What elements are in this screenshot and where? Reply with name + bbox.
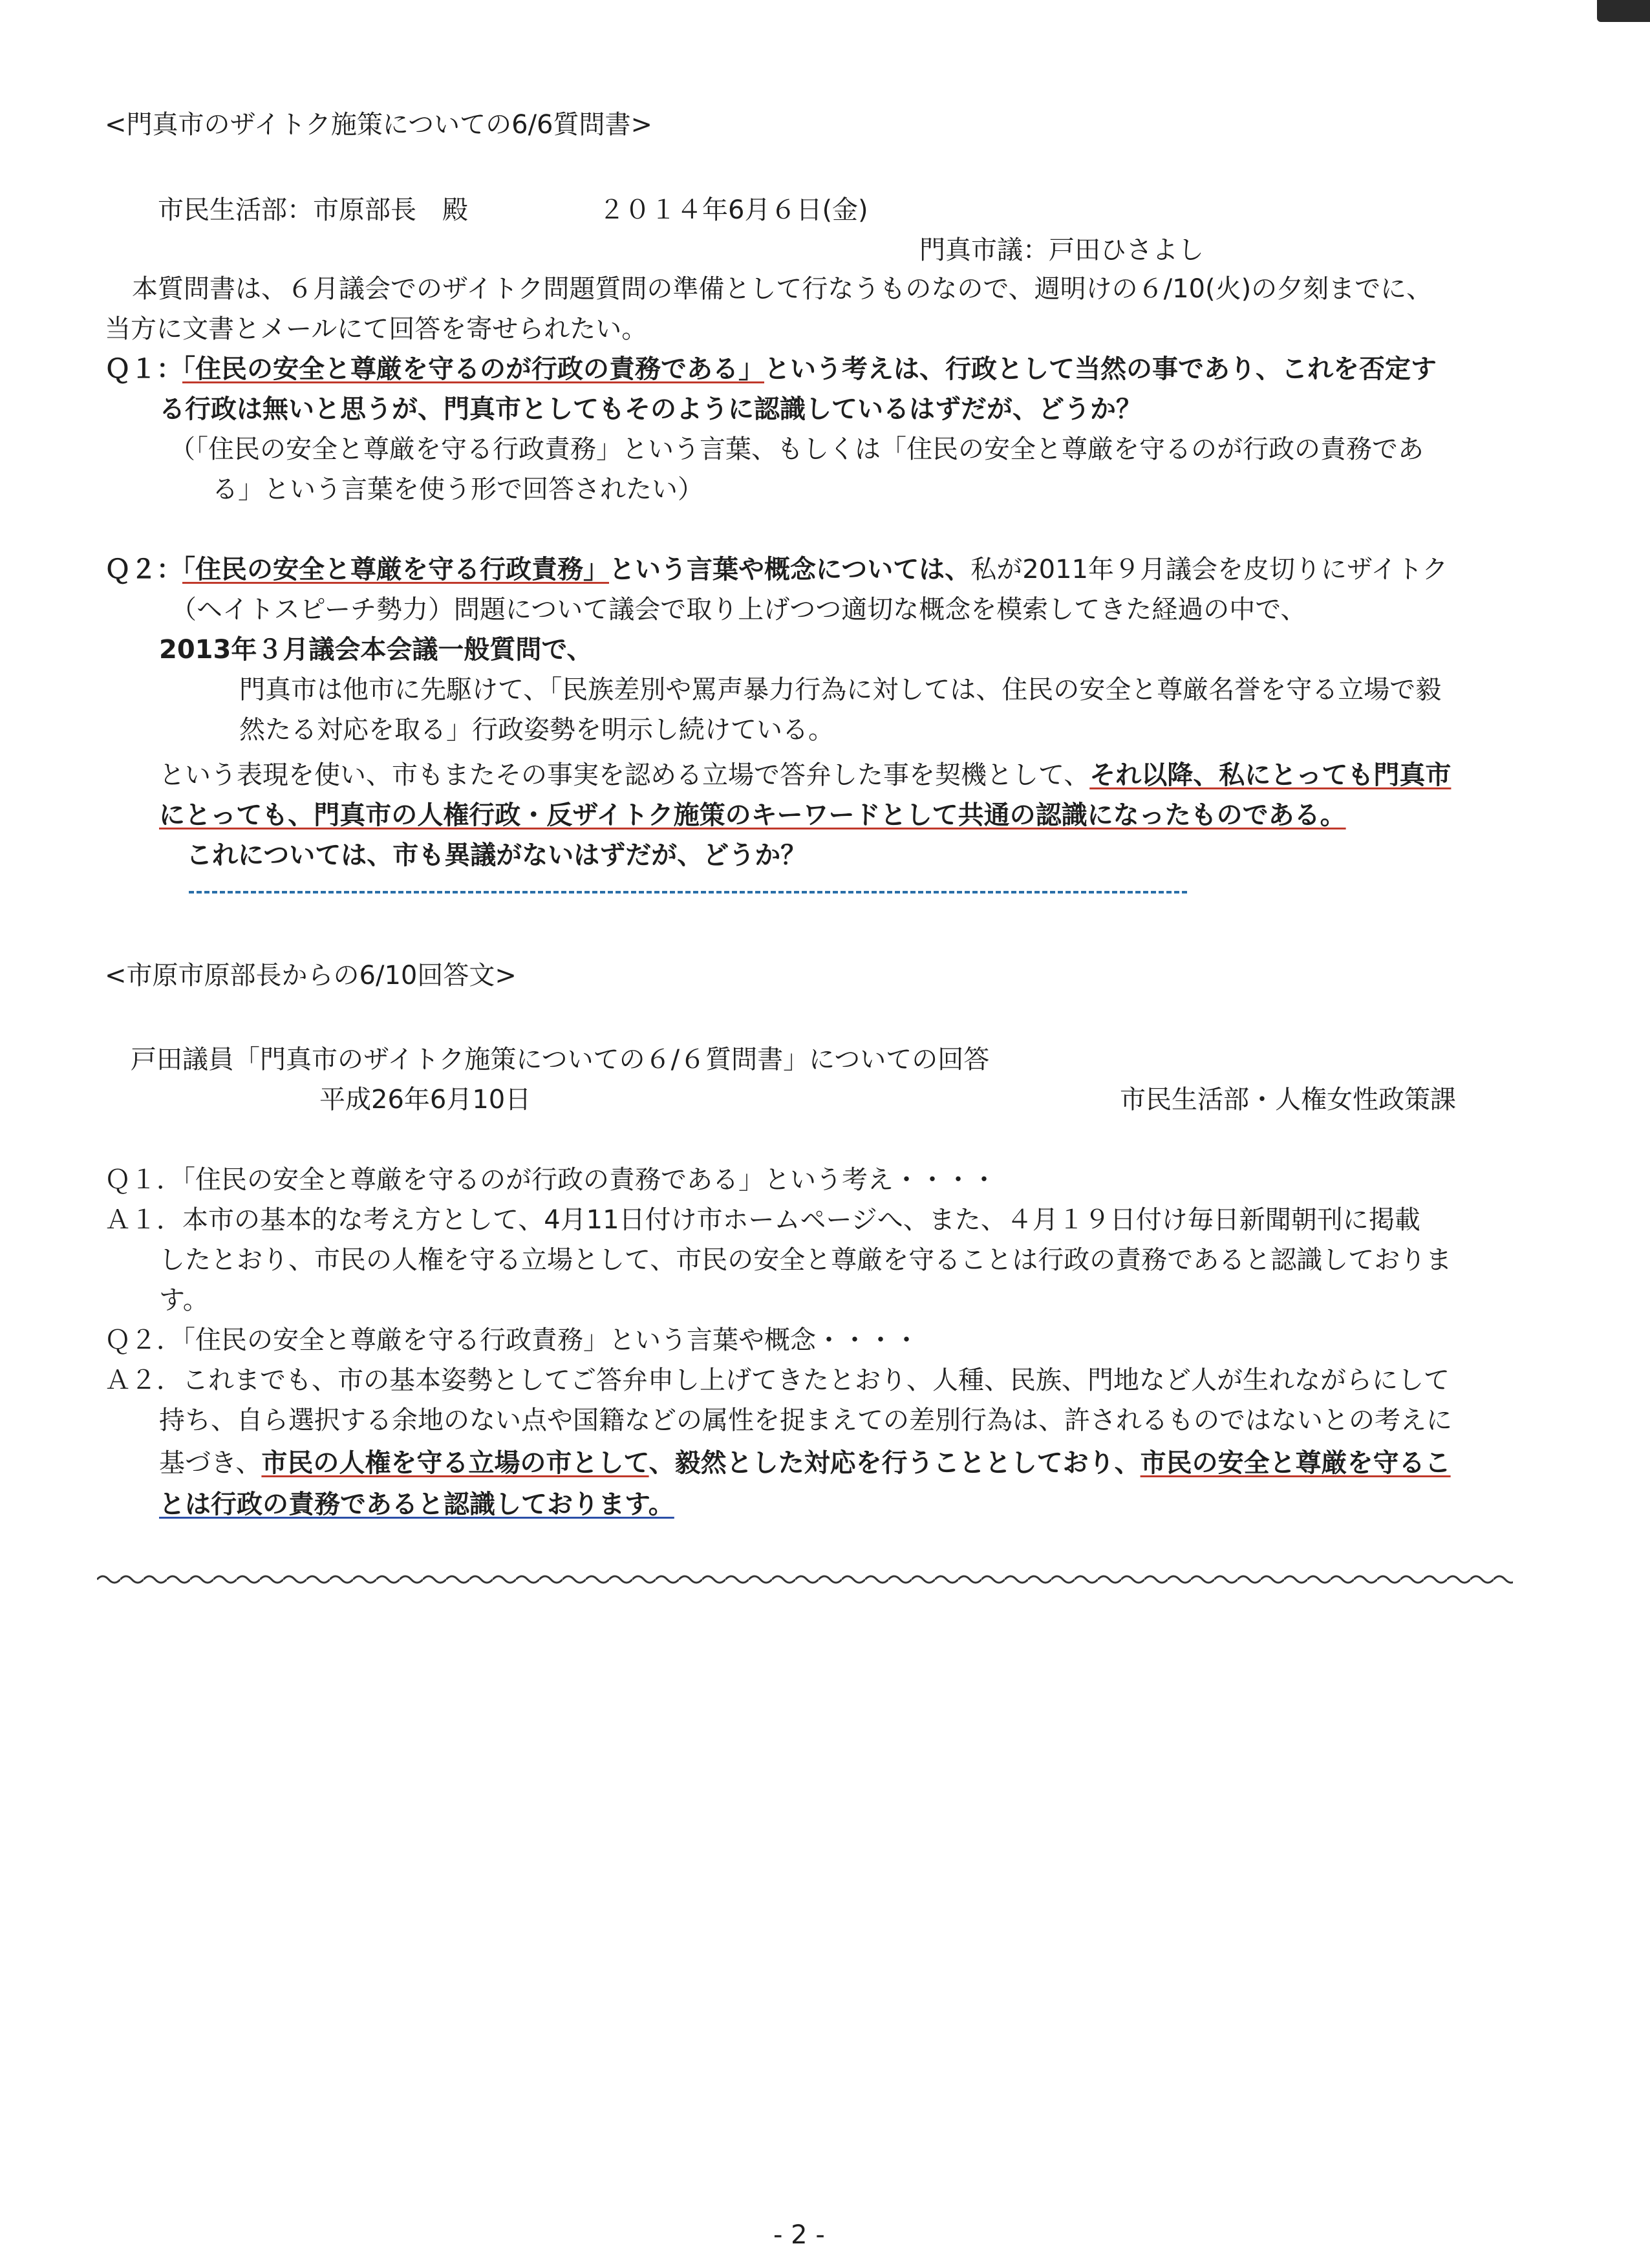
q1-line1-rest: という考えは、行政として当然の事であり、これを否定す [764,354,1437,384]
page-number: - 2 - [773,2220,825,2250]
answer-q1: Ｑ１．「住民の安全と尊厳を守るのが行政の責務である」という考え・・・・ [105,1165,997,1195]
q2-line2: （ヘイトスピーチ勢力）問題について議会で取り上げつつ適切な概念を模索してきた経過の中で、 [171,595,1307,625]
answer-department: 市民生活部・人権女性政策課 [1120,1085,1456,1115]
q2-line4 [159,755,1451,795]
q2-line1 [105,550,1448,590]
answer-a2-line: Ａ２．これまでも、市の基本姿勢としてご答弁申し上げてきたとおり、人種、民族、門地など人が生れながらにして [105,1365,1450,1395]
answer-a1-line: す。 [159,1285,209,1315]
answer-a2-line: 持ち、自ら選択する余地のない点や国籍などの属性を捉まえての差別行為は、許されるものではないとの考えに [159,1406,1452,1435]
q2-line1-bold: という言葉や概念については、 [609,555,971,584]
wavy-separator [97,1570,1513,1589]
dashed-separator [189,891,1187,893]
q2-prefix: Ｑ２： [105,555,182,584]
q2-quote-line: 門真市は他市に先駆けて、「民族差別や罵声暴力行為に対しては、住民の安全と尊厳名誉を守る立場で毅 [239,675,1442,705]
q2-line5: にとっても、門真市の人権行政・反ザイトク施策のキーワードとして共通の認識になったものである。 [159,800,1346,830]
q2-line4-normal: という表現を使い、市もまたその事実を認める立場で答弁した事を契機として、 [159,760,1090,790]
q2-line3: 2013年３月議会本会議一般質問で、 [159,635,593,665]
question-addressee: 市民生活部：市原部長 殿 [158,195,468,225]
q2-key-phrase: 「住民の安全と尊厳を守る行政責務」 [182,555,609,584]
question-author: 門真市議：戸田ひさよし [919,235,1204,265]
answer-a1-line: Ａ１．本市の基本的な考え方として、4月11日付け市ホームページへ、また、４月１９日付け毎日新聞朝刊に掲載 [105,1205,1420,1235]
answer-date: 平成26年6月10日 [319,1085,531,1115]
a2-line3-prefix: 基づき、 [159,1448,262,1478]
q2-quote-line: 然たる対応を取る」行政姿勢を明示し続けている。 [239,715,834,745]
question-date: ２０１４年6月６日(金) [599,195,868,225]
a2-key-phrase-2: 市民の安全と尊厳を守るこ [1140,1448,1451,1478]
answer-a2-line3 [159,1443,1451,1483]
answer-a2-line4: とは行政の責務であると認識しております。 [159,1490,674,1519]
answer-a1-line: したとおり、市民の人権を守る立場として、市民の安全と尊厳を守ることは行政の責務であると認識しておりま [159,1245,1452,1275]
q1-note-line: （「住民の安全と尊厳を守る行政責務」という言葉、もしくは「住民の安全と尊厳を守るのが行政の責務であ [169,434,1424,464]
q1-line1 [105,349,1437,389]
q2-line4-bold: それ以降、私にとっても門真市 [1089,760,1452,790]
answer-q2: Ｑ２．「住民の安全と尊厳を守る行政責務」という言葉や概念・・・・ [105,1325,919,1355]
q2-line1-normal: 私が2011年９月議会を皮切りにザイトク [970,555,1448,584]
question-intro-line: 本質問書は、６月議会でのザイトク問題質問の準備として行なうものなので、週明けの６/10(火)の夕刻までに、 [132,274,1433,304]
a2-key-phrase-1: 市民の人権を守る立場の市として [261,1448,649,1478]
q2-line6: これについては、市も異議がないはずだが、どうか？ [186,840,807,870]
question-intro-line: 当方に文書とメールにて回答を寄せられたい。 [105,314,648,344]
question-heading: <門真市のザイトク施策についての6/6質問書> [105,110,653,140]
q1-line2: る行政は無いと思うが、門真市としてもそのように認識しているはずだが、どうか？ [159,394,1142,424]
q1-key-phrase: 「住民の安全と尊厳を守るのが行政の責務である」 [182,354,764,384]
answer-heading: <市原市原部長からの6/10回答文> [105,961,517,990]
answer-title: 戸田議員「門真市のザイトク施策についての６/６質問書」についての回答 [131,1045,990,1075]
scan-edge-mark [1597,0,1650,22]
q1-note-line: る」という言葉を使う形で回答されたい） [212,475,703,504]
q1-prefix: Ｑ１： [105,354,182,384]
a2-line3-mid: 、毅然とした対応を行うこととしており、 [648,1448,1141,1478]
